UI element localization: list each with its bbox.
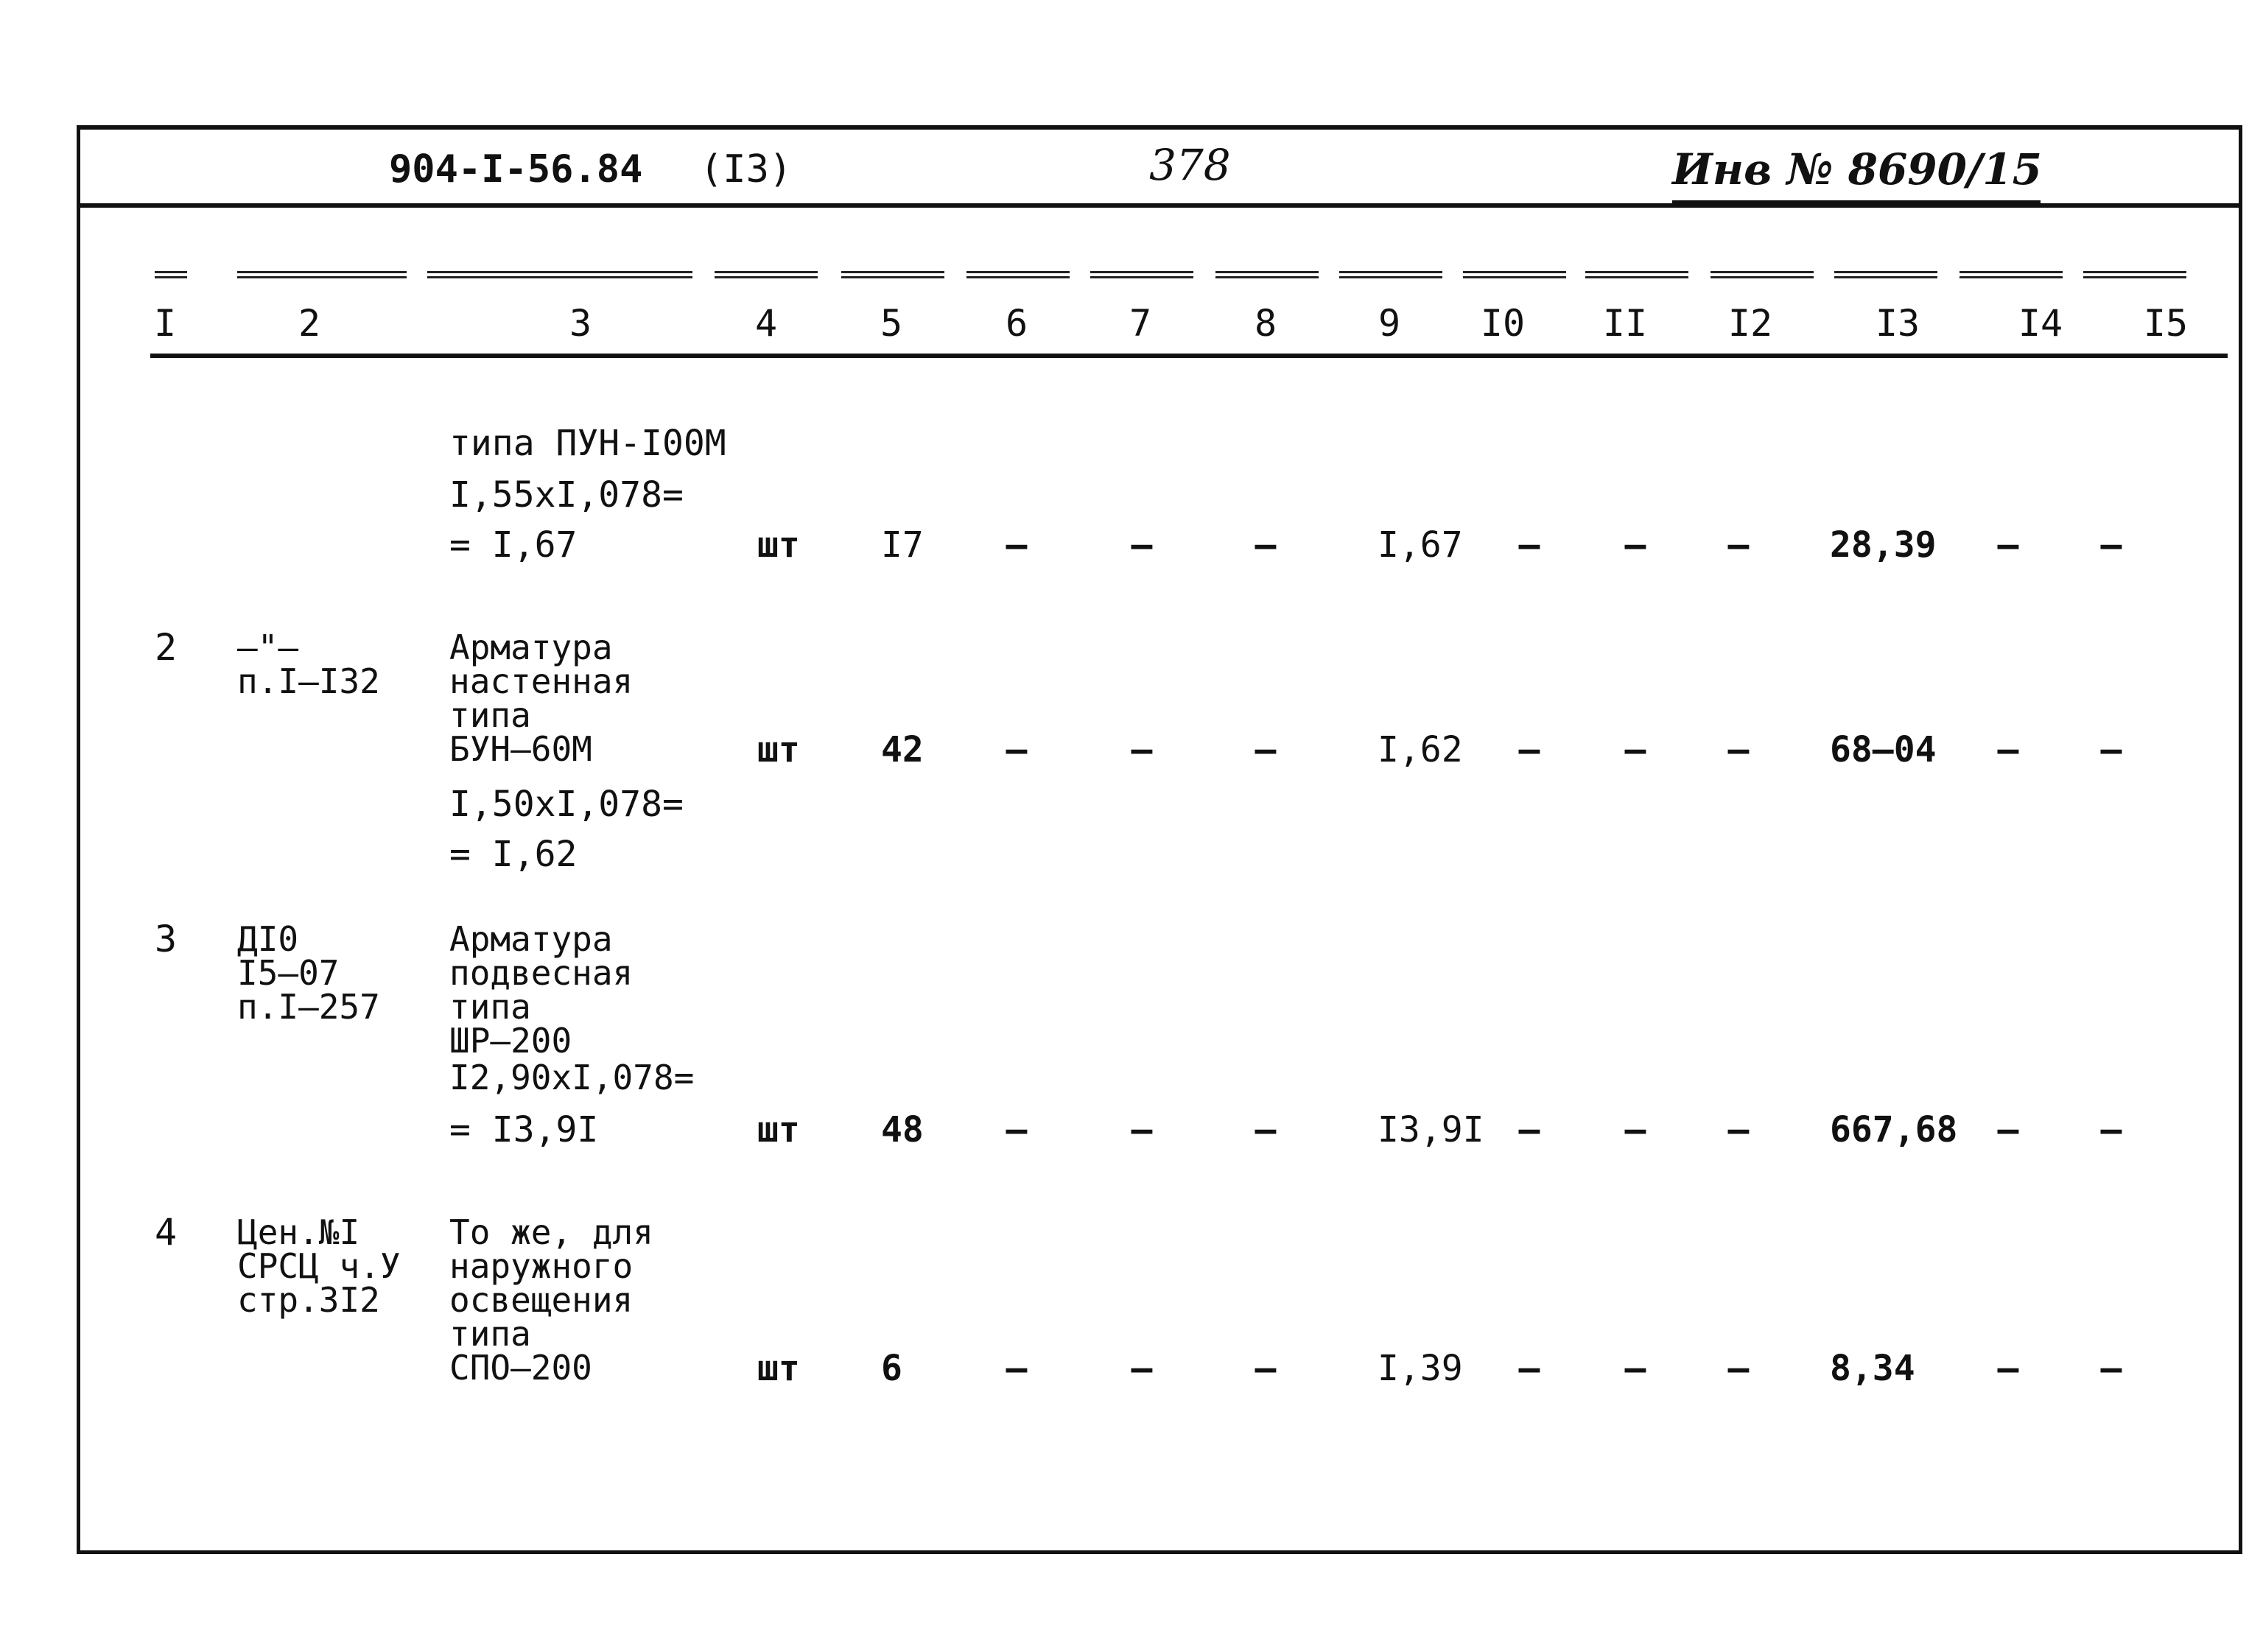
column-number: 5 xyxy=(880,302,903,345)
row-unit: шт xyxy=(757,729,800,770)
row-col11: – xyxy=(1624,524,1646,566)
row-col12: – xyxy=(1727,1109,1750,1150)
row-col12: – xyxy=(1727,524,1750,566)
row-col8: – xyxy=(1255,1348,1277,1389)
row-number: 4 xyxy=(155,1211,178,1254)
row-col6: – xyxy=(1006,729,1028,770)
row-description-line: ШР–200 xyxy=(449,1021,572,1061)
row-col10: – xyxy=(1518,1109,1540,1150)
header-dash xyxy=(237,271,407,278)
row-col13: 8,34 xyxy=(1830,1348,1915,1389)
row-description-line: I2,90xI,078= xyxy=(449,1058,695,1097)
row-description-line: I,55xI,078= xyxy=(449,474,684,516)
row-description-line: типа ПУН-I00M xyxy=(449,423,726,464)
header-dash xyxy=(841,271,944,278)
row-description-line: Арматура xyxy=(449,919,613,959)
row-reference-line: п.I–I32 xyxy=(237,661,380,701)
row-description-line: настенная xyxy=(449,661,634,701)
header-dash xyxy=(1834,271,1937,278)
row-col10: – xyxy=(1518,524,1540,566)
row-description-line: Арматура xyxy=(449,628,613,667)
column-number: 6 xyxy=(1005,302,1028,345)
section-number: (I3) xyxy=(700,147,793,191)
column-number: 4 xyxy=(754,302,778,345)
row-reference-line: –"– xyxy=(237,628,299,667)
column-number: I3 xyxy=(1875,302,1920,345)
row-unit: шт xyxy=(757,1348,800,1389)
row-description-line: = I,62 xyxy=(449,834,578,875)
row-number: 3 xyxy=(155,918,178,960)
header-dash xyxy=(1090,271,1193,278)
header-dash xyxy=(427,271,692,278)
row-col8: – xyxy=(1255,1109,1277,1150)
row-unit: шт xyxy=(757,524,800,566)
row-quantity: 42 xyxy=(881,729,924,770)
row-quantity: 48 xyxy=(881,1109,924,1150)
row-col10: – xyxy=(1518,729,1540,770)
row-col11: – xyxy=(1624,1348,1646,1389)
column-number: II xyxy=(1602,302,1648,345)
column-number: 7 xyxy=(1129,302,1152,345)
row-description-line: = I3,9I xyxy=(449,1109,599,1150)
row-description-line: СПО–200 xyxy=(449,1348,592,1388)
row-col7: – xyxy=(1131,729,1153,770)
row-reference-line: ДI0 xyxy=(237,919,299,959)
row-reference-line: п.I–257 xyxy=(237,987,380,1027)
header-dash xyxy=(966,271,1070,278)
row-reference-line: стр.3I2 xyxy=(237,1280,380,1320)
column-number-divider xyxy=(150,354,2228,358)
inventory-underline xyxy=(1672,200,2041,203)
column-number: I xyxy=(153,302,177,345)
row-unit: шт xyxy=(757,1109,800,1150)
column-number: I5 xyxy=(2143,302,2189,345)
inventory-number: Инв № 8690/15 xyxy=(1672,144,2042,194)
row-col8: – xyxy=(1255,729,1277,770)
row-col12: – xyxy=(1727,1348,1750,1389)
row-description-line: подвесная xyxy=(449,953,634,993)
row-col9: I,39 xyxy=(1378,1348,1463,1389)
header-dash xyxy=(1463,271,1566,278)
document-code: 904-I-56.84 xyxy=(389,147,643,191)
row-col14: – xyxy=(1997,1348,2019,1389)
row-col15: – xyxy=(2100,524,2122,566)
header-dash xyxy=(1215,271,1319,278)
column-number: I2 xyxy=(1727,302,1773,345)
row-reference-line: Цен.№I xyxy=(237,1212,360,1252)
row-description-line: наружного xyxy=(449,1246,634,1286)
row-reference-line: I5–07 xyxy=(237,953,340,993)
column-number: 3 xyxy=(569,302,592,345)
row-number: 2 xyxy=(155,626,178,669)
row-col9: I,67 xyxy=(1378,524,1463,566)
row-col11: – xyxy=(1624,729,1646,770)
header-dash xyxy=(1339,271,1442,278)
page-number: 378 xyxy=(1149,140,1231,190)
column-number: 2 xyxy=(298,302,321,345)
header-dash xyxy=(2083,271,2186,278)
row-description-line: То же, для xyxy=(449,1212,653,1252)
row-description-line: I,50xI,078= xyxy=(449,784,684,825)
column-number: 8 xyxy=(1254,302,1277,345)
row-col9: I,62 xyxy=(1378,729,1463,770)
header-dash xyxy=(715,271,818,278)
row-col10: – xyxy=(1518,1348,1540,1389)
row-col14: – xyxy=(1997,524,2019,566)
row-description-line: типа xyxy=(449,987,531,1027)
row-quantity: 6 xyxy=(881,1348,902,1389)
row-col11: – xyxy=(1624,1109,1646,1150)
row-col6: – xyxy=(1006,1109,1028,1150)
row-col13: 667,68 xyxy=(1830,1109,1958,1150)
row-description-line: = I,67 xyxy=(449,524,578,566)
row-col12: – xyxy=(1727,729,1750,770)
row-description-line: типа xyxy=(449,1314,531,1354)
row-col9: I3,9I xyxy=(1378,1109,1484,1150)
header-dash xyxy=(155,271,187,278)
row-col15: – xyxy=(2100,1109,2122,1150)
row-description-line: БУН–60М xyxy=(449,729,592,769)
row-col6: – xyxy=(1006,524,1028,566)
row-col14: – xyxy=(1997,1109,2019,1150)
row-col13: 28,39 xyxy=(1830,524,1937,566)
row-description-line: освещения xyxy=(449,1280,634,1320)
row-col7: – xyxy=(1131,1348,1153,1389)
row-description-line: типа xyxy=(449,695,531,735)
row-col8: – xyxy=(1255,524,1277,566)
header-divider xyxy=(77,203,2242,208)
row-col6: – xyxy=(1006,1348,1028,1389)
header-dash xyxy=(1711,271,1814,278)
row-quantity: I7 xyxy=(881,524,924,566)
header-dash xyxy=(1959,271,2063,278)
row-col13: 68–04 xyxy=(1830,729,1937,770)
column-number: I0 xyxy=(1480,302,1526,345)
row-col15: – xyxy=(2100,1348,2122,1389)
column-number: 9 xyxy=(1378,302,1401,345)
header-dash xyxy=(1585,271,1688,278)
row-reference-line: СРСЦ ч.У xyxy=(237,1246,401,1286)
row-col14: – xyxy=(1997,729,2019,770)
row-col7: – xyxy=(1131,1109,1153,1150)
row-col15: – xyxy=(2100,729,2122,770)
column-number: I4 xyxy=(2018,302,2063,345)
row-col7: – xyxy=(1131,524,1153,566)
